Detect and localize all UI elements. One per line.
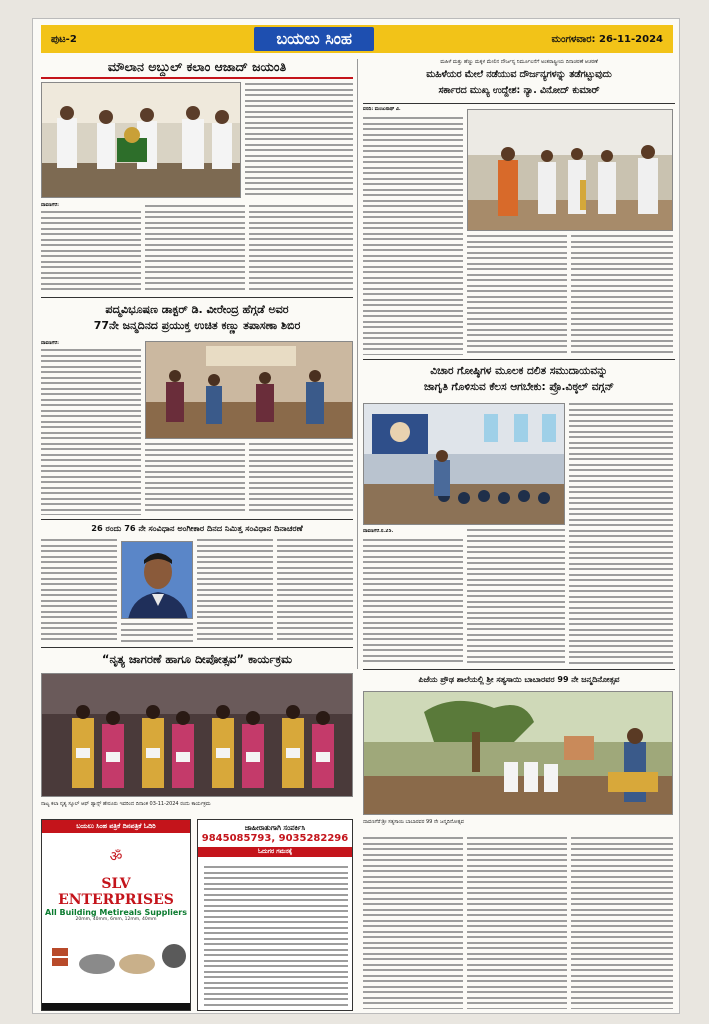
column-divider bbox=[357, 59, 358, 669]
dateline-eye: ದಾವಣಗೆರೆ: bbox=[41, 341, 59, 346]
headline-women: ಮಹಿಳೆಯರ ಮೇಲೆ ನಡೆಯುವ ದೌರ್ಜನ್ಯಗಳನ್ನು ತಡೆಗಟ್ಟುವುದು bbox=[426, 69, 612, 80]
dateline-dalit: ದಾವಣಗೆರೆ.ನ.25. bbox=[363, 529, 394, 534]
photo-eye-camp bbox=[145, 341, 353, 439]
photo-azad-event bbox=[41, 82, 241, 198]
headline-sai-baba: ಪಿಜೆಯ ಪ್ರೌಢ ಶಾಲೆಯಲ್ಲಿ ಶ್ರೀ ಸತ್ಯಸಾಯಿ ಬಾಬಾರವರ 99 ನೇ ಜನ್ಮದಿನೋತ್ಸವ bbox=[418, 675, 620, 684]
ad-contact-heading: ಜಾಹೀರಾತುಗಾಗಿ ಸಂಪರ್ಕಿಸಿ bbox=[244, 824, 306, 832]
headline-eye-camp: ಪದ್ಮವಿಭೂಷಣ ಡಾಕ್ಟರ್ ಡಿ. ವೀರೇಂದ್ರ ಹೆಗ್ಗಡೆ ಅವರ bbox=[105, 303, 289, 316]
kicker-women: ಮಹಿಳೆ ಮತ್ತು ಹೆಣ್ಣು ಮಕ್ಕಳ ಮೇಲಿನ ದೌರ್ಜನ್ಯ ನಿರ್ಮೂಲನೆಗೆ ಅಂತರಾಷ್ಟ್ರೀಯ ದಿನಾಚರಣೆ ಆಚರಣೆ bbox=[440, 59, 598, 65]
dateline-azad: ದಾವಣಗೆರೆ: bbox=[41, 203, 59, 208]
headline-dance: “ನೃತ್ಯ ಜಾಗರಣೆ ಹಾಗೂ ದೀಪೋತ್ಸವ” ಕಾರ್ಯಕ್ರಮ bbox=[101, 652, 293, 666]
newspaper-title: ಬಯಲು ಸಿಂಹ bbox=[254, 27, 374, 51]
photo-women-event bbox=[467, 109, 673, 231]
ad-readers-notice: ಓದುಗರ ಗಮನಕ್ಕೆ bbox=[198, 847, 352, 857]
caption-sai-baba: ದಾವಣಗೆರೆ:ಶ್ರೀ ಸತ್ಯಸಾಯಿ ಬಾಬಾರವರ 99 ನೇ ಜನ್ಮದಿನೋತ್ಸವ bbox=[363, 819, 464, 825]
ad-slv-enterprises bbox=[41, 819, 191, 1011]
newspaper-page bbox=[32, 18, 680, 1014]
ad-slv-address-strip bbox=[42, 1003, 190, 1010]
ad-slv-topline: ಬಯಲು ಸಿಂಹ ಪತ್ರಿಕೆ ದಿನಪತ್ರಿಕೆ ಓದಿರಿ bbox=[42, 820, 190, 833]
page-number: ಪುಟ-2 bbox=[51, 33, 77, 45]
ad-slv-sizes: 20mm, 40mm, 6mm, 12mm, 40mm bbox=[75, 917, 157, 922]
headline-women-2: ಸರ್ಕಾರದ ಮುಖ್ಯ ಉದ್ದೇಶ: ನ್ಯಾ. ವಿನೋದ್ ಕುಮಾರ್ bbox=[438, 85, 600, 96]
dateline-women: ವರದಿ: ಮಂಜುನಾಥ್ ವಿ. bbox=[363, 107, 401, 112]
caption-dance: ನಾಟ್ಯ ಕಲಾ ನೃತ್ಯ ಸ್ಕೂಲ್ ಆಫ್ ಡ್ಯಾನ್ಸ್ ಹೇರೂರು ಇವರಿಂದ ದಿನಾಂಕ 03-11-2024 ರಂದು ಕಾರ್ಯಕ್ರಮ bbox=[41, 801, 211, 807]
issue-date: ಮಂಗಳವಾರ: 26-11-2024 bbox=[551, 33, 663, 45]
om-symbol-icon: ॐ bbox=[109, 849, 123, 865]
headline-dalit-2: ಜಾಗೃತಿ ಗೊಳಿಸುವ ಕೆಲಸ ಆಗಬೇಕು: ಪ್ರೊ.ವಿಠ್ಠಲ್ ವಗ್ಗನ್ bbox=[423, 381, 614, 393]
ad-slv-materials-image bbox=[42, 928, 191, 978]
headline-constitution: 26 ರಂದು 76 ನೇ ಸಂವಿಧಾನ ಅಂಗೀಕಾರ ದಿನದ ನಿಮಿತ್ತ ಸಂವಿಧಾನ ದಿನಾಚರಣೆ bbox=[91, 523, 303, 533]
headline-dalit: ವಿಚಾರ ಗೋಷ್ಠಿಗಳ ಮೂಲಕ ದಲಿತ ಸಮುದಾಯವನ್ನು bbox=[430, 365, 608, 377]
photo-dalit-seminar bbox=[363, 403, 565, 525]
ad-slv-tagline: All Building Metireals Suppliers bbox=[45, 908, 187, 917]
masthead bbox=[41, 25, 673, 53]
headline-rule bbox=[41, 77, 353, 79]
ad-contact-box bbox=[197, 819, 353, 1011]
photo-portrait bbox=[121, 541, 193, 619]
headline-eye-camp-2: 77ನೇ ಜನ್ಮದಿನದ ಪ್ರಯುಕ್ತ ಉಚಿತ ಕಣ್ಣು ತಪಾಸಣಾ ಶಿಬಿರ bbox=[93, 319, 301, 332]
photo-sai-baba-event bbox=[363, 691, 673, 815]
ad-slv-brand: SLV ENTERPRISES bbox=[58, 876, 174, 908]
headline-azad: ಮೌಲಾನ ಅಬ್ದುಲ್ ಕಲಾಂ ಆಜಾದ್ ಜಯಂತಿ bbox=[107, 59, 287, 74]
photo-dance-group bbox=[41, 673, 353, 797]
ad-contact-phone: 9845085793, 9035282296 bbox=[201, 833, 349, 844]
